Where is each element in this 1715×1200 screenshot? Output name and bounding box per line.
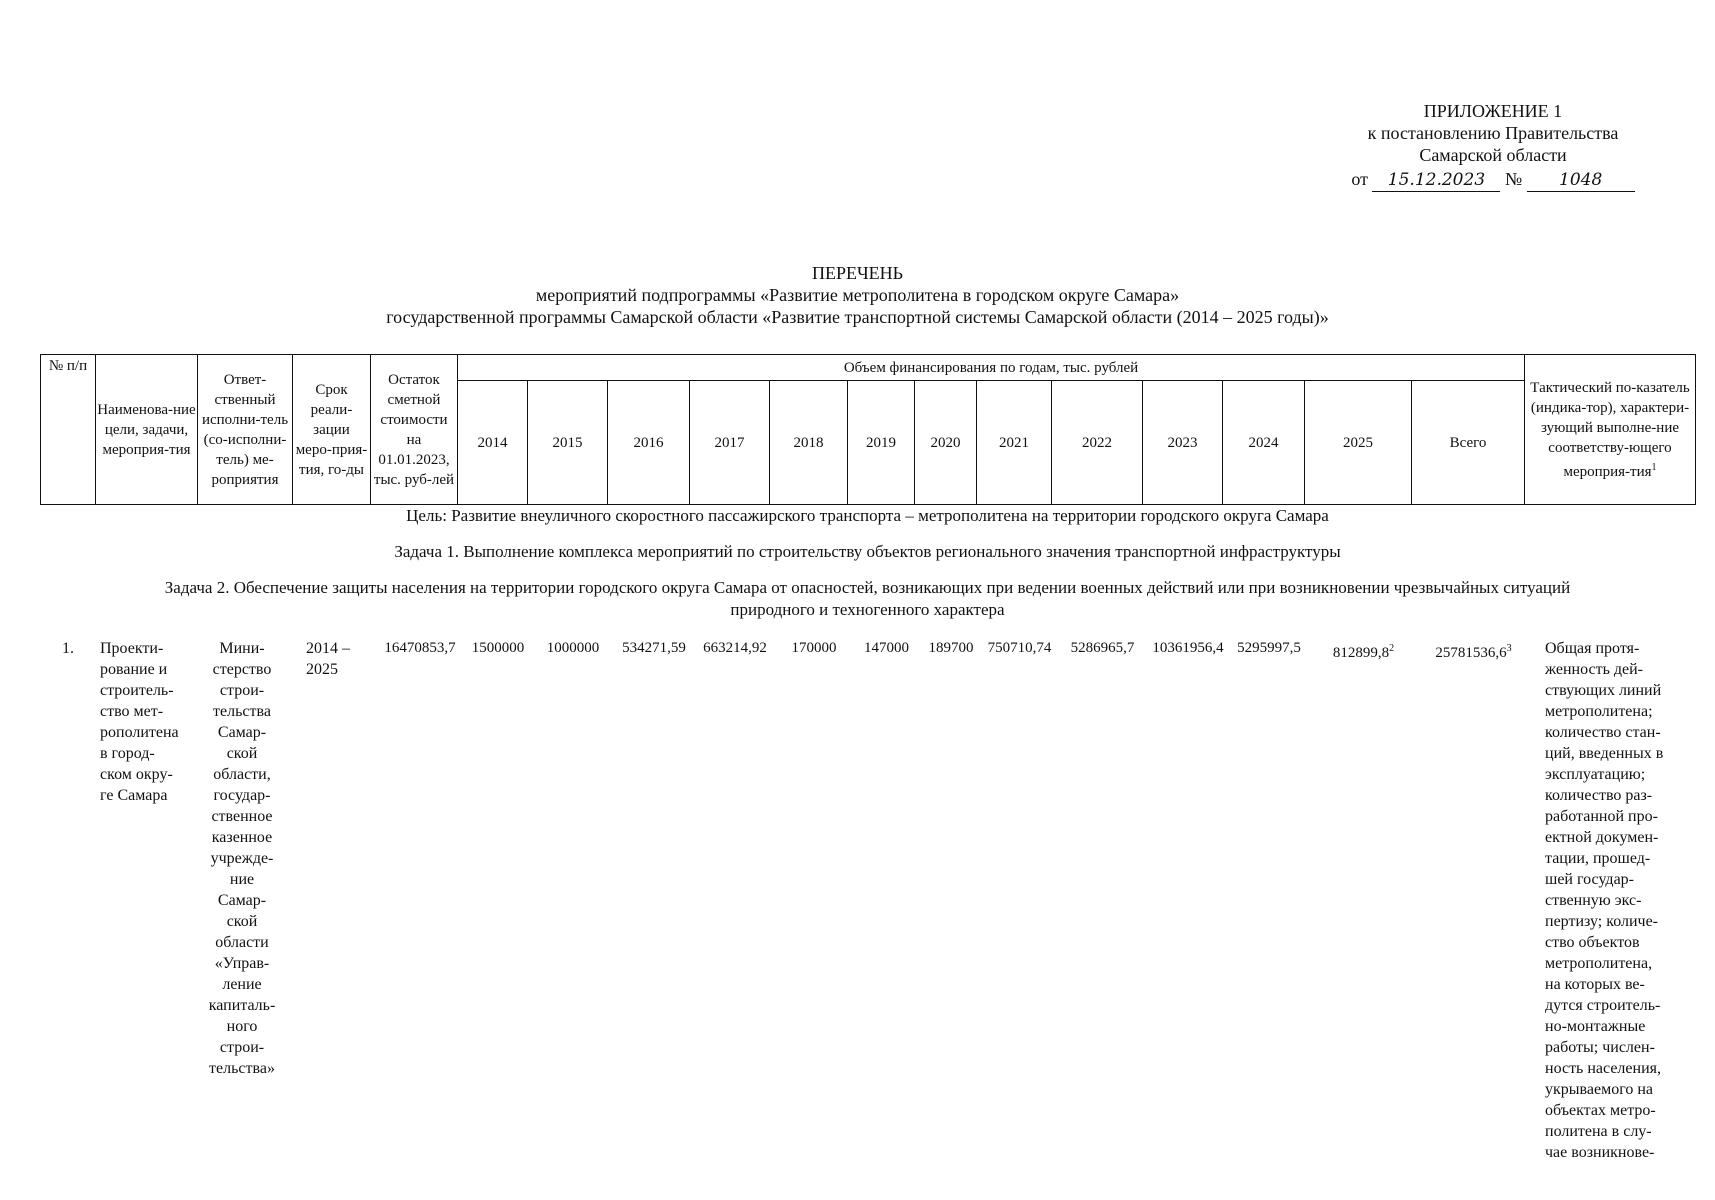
row-term-line: 2025 xyxy=(306,661,338,678)
row-term-line: 2014 – xyxy=(306,640,350,657)
row-value-2018: 170000 xyxy=(791,640,837,656)
row-total-footnote: 3 xyxy=(1506,643,1512,654)
row-indicator-line: дутся строитель- xyxy=(1545,997,1661,1014)
appendix-line2: к постановлению Правительства xyxy=(1367,123,1619,143)
row-value-2015: 1000000 xyxy=(546,640,600,656)
row-responsible-line: ние xyxy=(229,871,255,888)
row-indicator-line: эксплуатацию; xyxy=(1545,766,1646,783)
row-value-2025-footnote: 2 xyxy=(1389,643,1395,654)
row-indicator-line: объектах метро- xyxy=(1545,1102,1656,1119)
handwritten-number: 1048 xyxy=(1527,169,1635,192)
row-indicator-line: на которых ве- xyxy=(1545,976,1645,993)
row-name xyxy=(100,638,205,806)
header-funding: Объем финансирования по годам, тыс. рублей xyxy=(458,355,1525,381)
row-value-2024: 5295997,5 xyxy=(1237,640,1301,656)
row-number: 1. xyxy=(62,640,74,657)
header-year: 2022 xyxy=(1052,381,1143,505)
row-name-line: рополитена xyxy=(100,724,179,741)
row-indicator-line: ектной докумен- xyxy=(1545,829,1659,846)
row-responsible-line: тельства» xyxy=(209,1060,275,1077)
row-indicator-line: тации, прошед- xyxy=(1545,850,1651,867)
appendix-block xyxy=(1343,100,1643,192)
header-year: 2025 xyxy=(1305,381,1412,505)
header-total: Всего xyxy=(1412,381,1525,505)
row-value-2022: 5286965,7 xyxy=(1070,640,1135,656)
row-indicator-line: ственную экс- xyxy=(1545,892,1642,909)
header-term: Срок реали-зации меро-прия-тия, го-ды xyxy=(293,355,371,505)
row-name-line: Проекти- xyxy=(100,640,164,657)
header-year: 2015 xyxy=(528,381,608,505)
document-title: ПЕРЕЧЕНЬ xyxy=(811,263,904,283)
document-subtitle-2: государственной программы Самарской области «Развитие транспортной системы Самарской области (2014 – 2025 годы)» xyxy=(386,307,1329,327)
row-value-2025-text: 812899,8 xyxy=(1332,645,1390,661)
row-responsible-line: области, xyxy=(213,766,271,783)
row-indicator-line: работанной про- xyxy=(1545,808,1658,825)
row-indicator-line: ций, введенных в xyxy=(1545,745,1664,762)
appendix-line3: Самарской области xyxy=(1419,145,1567,165)
row-responsible-line: ской xyxy=(226,913,258,930)
row-total xyxy=(1417,638,1530,664)
header-responsible: Ответ-ственный исполни-тель (со-исполни-тель) ме-роприятия xyxy=(198,355,293,505)
row-responsible-line: учрежде- xyxy=(210,850,274,867)
row-responsible-line: ного xyxy=(226,1018,258,1035)
row-indicator-line: метрополитена; xyxy=(1545,703,1653,720)
document-subtitle-1: мероприятий подпрограммы «Развитие метрополитена в городском округе Самара» xyxy=(535,285,1180,305)
row-name-line: ге Самара xyxy=(100,787,168,804)
row-term xyxy=(306,638,366,680)
row-name-line: в город- xyxy=(100,745,155,762)
row-indicator-line: пертизу; количе- xyxy=(1545,913,1658,930)
section-task-1: Задача 1. Выполнение комплекса мероприятий по строительству объектов регионального значения транспортной инфраструктуры xyxy=(394,542,1341,561)
row-indicator-line: количество раз- xyxy=(1545,787,1653,804)
row-indicator-line: шей государ- xyxy=(1545,871,1634,888)
section-goal: Цель: Развитие внеуличного скоростного пассажирского транспорта – метрополитена на территории городского округа Самара xyxy=(406,506,1329,525)
row-responsible-line: ственное xyxy=(211,808,273,825)
row-responsible-line: ской xyxy=(226,745,258,762)
header-year: 2024 xyxy=(1223,381,1305,505)
header-year: 2017 xyxy=(690,381,770,505)
row-indicator-line: ство объектов xyxy=(1545,934,1640,951)
header-indicator-text: Тактический по-казатель (индика-тор), характери-зующий выполне-ние соответству-ющего мероприя-тия xyxy=(1530,379,1690,480)
number-prefix: № xyxy=(1504,169,1523,189)
row-value-2017: 663214,92 xyxy=(703,640,767,656)
row-name-line: ство мет- xyxy=(100,703,164,720)
row-indicator xyxy=(1545,638,1695,1163)
row-total-text: 25781536,6 xyxy=(1435,645,1507,661)
row-value-2020: 189700 xyxy=(928,640,974,656)
row-name-line: ском окру- xyxy=(100,766,173,783)
section-task-2-line-2: природного и техногенного характера xyxy=(730,600,1005,619)
row-indicator-line: чае возникнове- xyxy=(1545,1144,1655,1161)
header-year: 2020 xyxy=(915,381,977,505)
row-responsible-line: тельства xyxy=(213,703,271,720)
row-value-2023: 10361956,4 xyxy=(1152,640,1224,656)
appendix-date-line xyxy=(1343,168,1643,192)
row-responsible-line: казенное xyxy=(211,829,273,846)
header-year: 2014 xyxy=(458,381,528,505)
row-value-2021: 750710,74 xyxy=(987,640,1052,656)
row-remaining: 16470853,7 xyxy=(384,640,456,656)
row-responsible-line: области xyxy=(215,934,269,951)
row-responsible-line: ление xyxy=(222,976,262,993)
appendix-title: ПРИЛОЖЕНИЕ 1 xyxy=(1423,101,1563,121)
row-indicator-line: ность населения, xyxy=(1545,1060,1661,1077)
header-year: 2016 xyxy=(608,381,690,505)
row-name-line: строитель- xyxy=(100,682,174,699)
row-responsible-line: капиталь- xyxy=(208,997,276,1014)
header-year: 2021 xyxy=(977,381,1052,505)
row-indicator-line: Общая протя- xyxy=(1545,640,1640,657)
row-indicator-line: метрополитена, xyxy=(1545,955,1653,972)
row-responsible-line: Самар- xyxy=(217,724,267,741)
row-responsible-line: государ- xyxy=(213,787,271,804)
table-header xyxy=(40,354,1696,505)
date-prefix: от xyxy=(1351,169,1368,189)
row-responsible-line: Мини- xyxy=(219,640,265,657)
handwritten-date: 15.12.2023 xyxy=(1372,169,1500,192)
row-indicator-line: работы; числен- xyxy=(1545,1039,1655,1056)
header-name: Наименова-ние цели, задачи, мероприя-тия xyxy=(96,355,198,505)
row-responsible-line: строи- xyxy=(219,1039,265,1056)
row-indicator-line: но-монтажные xyxy=(1545,1018,1646,1035)
section-task-2-line-1: Задача 2. Обеспечение защиты населения на территории городского округа Самара от опасностей, возникающих при ведении военных действий или при возникновении чрезвычайных ситуаций xyxy=(164,578,1571,597)
row-indicator-line: укрываемого на xyxy=(1545,1081,1654,1098)
row-value-2016: 534271,59 xyxy=(622,640,686,656)
header-remaining: Остаток сметной стоимости на 01.01.2023, тыс. руб-лей xyxy=(371,355,458,505)
section-task-2 xyxy=(40,577,1695,621)
row-value-2014: 1500000 xyxy=(471,640,525,656)
row-value-2025 xyxy=(1310,638,1417,664)
header-indicator-footnote: 1 xyxy=(1651,461,1657,473)
header-year: 2018 xyxy=(770,381,848,505)
row-responsible xyxy=(197,638,287,1079)
row-responsible-line: строи- xyxy=(219,682,265,699)
document-titles xyxy=(0,262,1715,328)
row-responsible-line: «Управ- xyxy=(214,955,270,972)
row-indicator-line: ствующих линий xyxy=(1545,682,1662,699)
header-year: 2023 xyxy=(1143,381,1223,505)
header-indicator xyxy=(1525,355,1696,505)
row-indicator-line: женность дей- xyxy=(1545,661,1643,678)
row-value-2019: 147000 xyxy=(864,640,909,656)
row-indicator-line: количество стан- xyxy=(1545,724,1661,741)
row-name-line: рование и xyxy=(100,661,168,678)
row-responsible-line: стерство xyxy=(212,661,272,678)
row-responsible-line: Самар- xyxy=(217,892,267,909)
header-year: 2019 xyxy=(848,381,915,505)
header-num: № п/п xyxy=(41,355,96,505)
row-indicator-line: политена в слу- xyxy=(1545,1123,1652,1140)
